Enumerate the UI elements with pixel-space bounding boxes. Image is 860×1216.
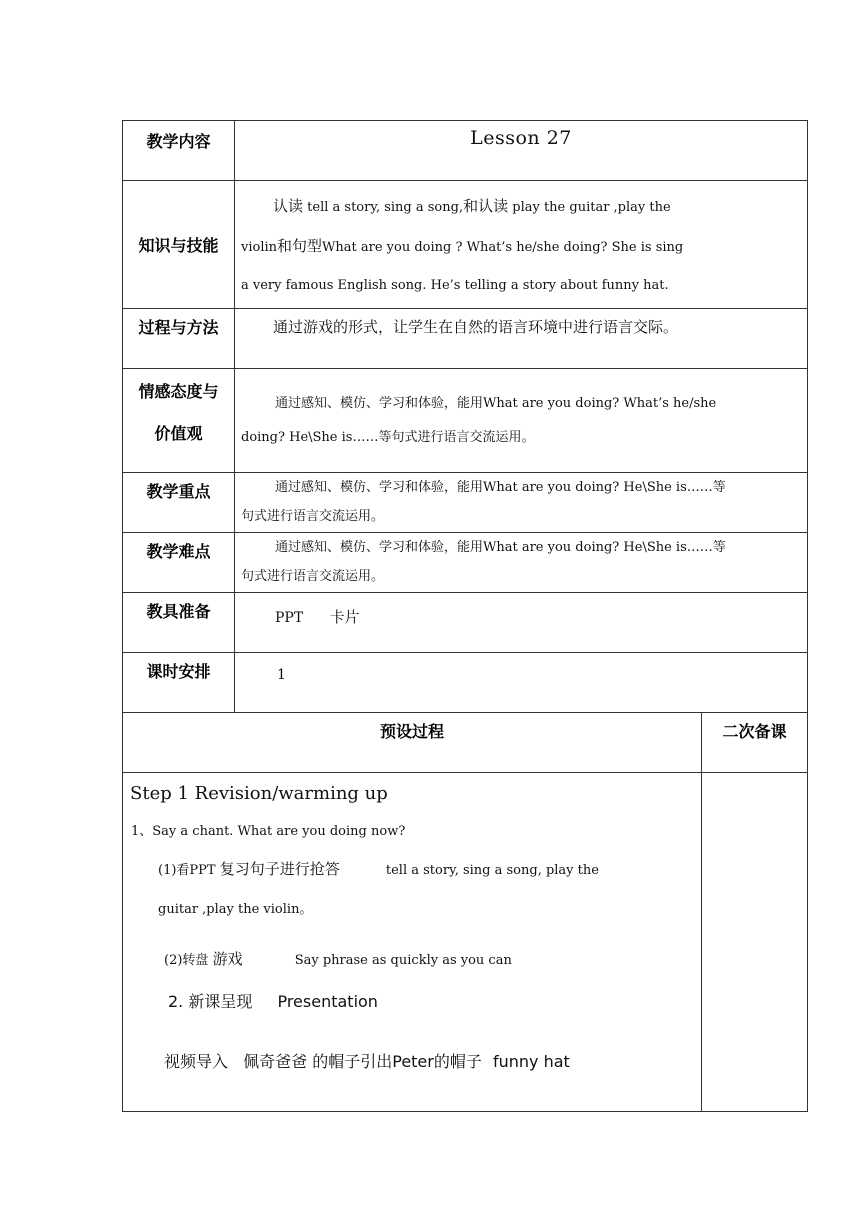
value-cell: [235, 181, 808, 309]
video-intro-text: 佩奇爸爸: [243, 1052, 308, 1071]
row-plan-body: [123, 773, 808, 1112]
value-cell: [235, 369, 808, 473]
materials-ppt: PPT: [275, 610, 304, 626]
value-cell: [235, 593, 808, 653]
step1-title: Step 1 Revision/warming up: [130, 783, 388, 804]
knowledge-text: violin: [241, 240, 278, 255]
plan-header-label: 预设过程: [379, 722, 444, 741]
label-cell: [123, 309, 235, 369]
lesson-title: Lesson 27: [470, 127, 572, 149]
lesson-plan-page: [122, 120, 807, 1112]
lesson-plan-table: [122, 120, 808, 1112]
knowledge-text: tell a story, sing a song,: [307, 200, 464, 215]
row-key-point: [123, 473, 808, 533]
second-prep-label: 二次备课: [722, 722, 787, 741]
knowledge-text: What are you doing ? What’s he/she doing? She is sing: [322, 240, 684, 255]
key-point-label: 教学重点: [146, 482, 211, 501]
sub-item-2-text: 游戏: [212, 950, 243, 968]
video-intro-text: funny hat: [492, 1052, 570, 1071]
row-difficulty: [123, 533, 808, 593]
knowledge-text: 和认读: [463, 197, 509, 215]
row-plan-header: [123, 713, 808, 773]
sub-item-1-phrases: tell a story, sing a song, play the: [385, 863, 599, 878]
sub-item-1-text: 复习句子进行抢答: [219, 860, 340, 878]
second-prep-cell: [702, 773, 808, 1112]
item-2: [130, 987, 701, 1017]
row-content: [123, 121, 808, 181]
value-cell: [235, 473, 808, 533]
label-cell: [123, 593, 235, 653]
knowledge-line-3: a very famous English song. He’s telling a story about funny hat.: [241, 278, 669, 293]
value-cell: [235, 653, 808, 713]
materials-label: 教具准备: [146, 602, 211, 621]
emotion-line-2: doing? He\She is……等句式进行语言交流运用。: [241, 429, 535, 445]
sub-item-2-label: (2)转盘: [164, 953, 209, 968]
label-cell: [123, 653, 235, 713]
emotion-line-1: 通过感知、模仿、学习和体验，能用What are you doing? What’s he/she: [275, 395, 717, 411]
knowledge-line-2: [241, 227, 799, 267]
item-1: 1、Say a chant. What are you doing now?: [131, 824, 406, 839]
video-intro-text: 视频导入: [164, 1052, 229, 1071]
schedule-value: 1: [277, 667, 286, 683]
key-point-line-2: 句式进行语言交流运用。: [241, 509, 385, 524]
row-process: [123, 309, 808, 369]
video-intro-text: 的帽子引出: [312, 1052, 393, 1071]
content-label: 教学内容: [146, 132, 211, 151]
emotion-label-2: 价值观: [154, 424, 203, 443]
difficulty-line-2: 句式进行语言交流运用。: [241, 569, 385, 584]
plan-header-right: [702, 713, 808, 773]
label-cell: [123, 181, 235, 309]
row-materials: [123, 593, 808, 653]
knowledge-line-1: [241, 187, 799, 227]
knowledge-label: 知识与技能: [138, 236, 219, 255]
plan-header-left: [123, 713, 702, 773]
schedule-label: 课时安排: [146, 662, 211, 681]
label-cell: [123, 533, 235, 593]
sub-item-2: [130, 931, 701, 987]
label-cell: [123, 473, 235, 533]
value-cell: [235, 533, 808, 593]
plan-body-cell: [123, 773, 702, 1112]
sub-item-1-label: (1)看PPT: [158, 863, 216, 878]
emotion-label-1: 情感态度与: [138, 382, 219, 401]
difficulty-line-1: 通过感知、模仿、学习和体验，能用What are you doing? He\She is……等: [275, 540, 726, 555]
materials-cards: 卡片: [329, 608, 360, 626]
value-cell: [235, 121, 808, 181]
item-2-cn: 2. 新课呈现: [168, 992, 253, 1011]
sub-item-1: [130, 849, 701, 889]
video-intro-text: Peter: [392, 1052, 434, 1071]
item-2-en: Presentation: [277, 992, 378, 1011]
key-point-line-1: 通过感知、模仿、学习和体验，能用What are you doing? He\She is……等: [275, 480, 726, 495]
video-intro: [130, 1017, 701, 1077]
knowledge-text: 和句型: [277, 237, 323, 255]
knowledge-text: 认读: [273, 197, 304, 215]
sub-item-2-phrase: Say phrase as quickly as you can: [294, 953, 512, 968]
label-cell: [123, 121, 235, 181]
process-text: 通过游戏的形式，让学生在自然的语言环境中进行语言交际。: [273, 318, 679, 336]
row-schedule: [123, 653, 808, 713]
row-knowledge: [123, 181, 808, 309]
difficulty-label: 教学难点: [146, 542, 211, 561]
knowledge-text: play the guitar ,play the: [512, 200, 671, 215]
value-cell: [235, 309, 808, 369]
video-intro-text: 的帽子: [433, 1052, 482, 1071]
label-cell: [123, 369, 235, 473]
row-emotion: [123, 369, 808, 473]
process-label: 过程与方法: [138, 318, 219, 337]
sub-item-1-line-2: guitar ,play the violin。: [158, 902, 313, 917]
